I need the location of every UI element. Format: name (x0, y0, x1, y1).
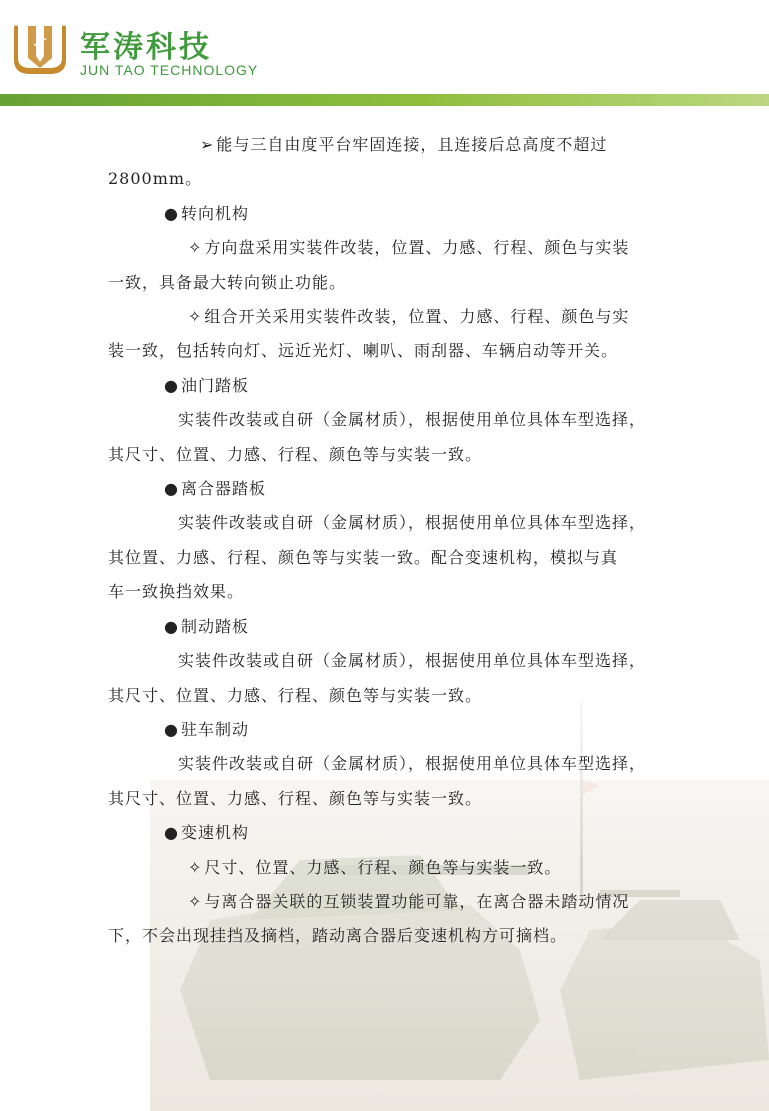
sparkle-bullet-icon: ✧ (188, 891, 203, 911)
document-body (108, 128, 663, 954)
line-text: 实装件改装或自研（金属材质），根据使用单位具体车型选择， (178, 651, 647, 671)
text-line (108, 472, 663, 506)
line-text: 驻车制动 (180, 719, 249, 739)
page-header (0, 0, 769, 100)
line-text: 组合开关采用实装件改装，位置、力感、行程、颜色与实 (204, 307, 630, 327)
sparkle-bullet-icon: ✧ (188, 307, 203, 327)
line-text: 转向机构 (180, 203, 249, 223)
brand-name-cn: 军涛科技 (80, 30, 212, 65)
text-line (108, 851, 663, 885)
bullet-icon: ● (164, 375, 179, 395)
bullet-icon: ● (164, 479, 179, 499)
text-line (108, 369, 663, 403)
line-text: 能与三自由度平台牢固连接，且连接后总高度不超过 (216, 135, 608, 154)
sparkle-bullet-icon: ✧ (188, 857, 203, 877)
text-line (108, 713, 663, 747)
line-text: 实装件改装或自研（金属材质），根据使用单位具体车型选择， (178, 410, 647, 430)
line-text: 装一致，包括转向灯、远近光灯、喇叭、雨刮器、车辆启动等开关。 (108, 341, 619, 361)
bullet-icon: ● (164, 616, 179, 636)
arrow-bullet-icon: ➢ (200, 135, 215, 154)
text-line (108, 679, 663, 713)
bullet-icon: ● (164, 823, 179, 843)
text-line (108, 231, 663, 265)
text-line (108, 747, 663, 781)
line-text: 实装件改装或自研（金属材质），根据使用单位具体车型选择， (178, 754, 647, 774)
line-text: 其位置、力感、行程、颜色等与实装一致。配合变速机构，模拟与真 (108, 547, 619, 567)
line-text: 制动踏板 (180, 616, 249, 636)
text-line (108, 782, 663, 816)
bullet-icon: ● (164, 719, 179, 739)
text-line (108, 919, 663, 953)
text-line (108, 128, 663, 162)
line-text: 方向盘采用实装件改装，位置、力感、行程、颜色与实装 (204, 238, 630, 258)
line-text: 下，不会出现挂挡及摘档，踏动离合器后变速机构方可摘档。 (108, 926, 568, 946)
text-line (108, 334, 663, 368)
logo-letters: JT (33, 37, 47, 49)
line-text: 车一致换挡效果。 (108, 582, 245, 602)
line-text: 变速机构 (180, 823, 249, 843)
line-text: 尺寸、位置、力感、行程、颜色等与实装一致。 (204, 857, 562, 877)
text-line (108, 162, 663, 196)
text-line (108, 816, 663, 850)
text-line (108, 403, 663, 437)
bullet-icon: ● (164, 203, 179, 223)
text-line (108, 197, 663, 231)
text-line (108, 266, 663, 300)
sparkle-bullet-icon: ✧ (188, 238, 203, 258)
line-text: 离合器踏板 (180, 479, 266, 499)
line-text: 其尺寸、位置、力感、行程、颜色等与实装一致。 (108, 444, 483, 464)
text-line (108, 885, 663, 919)
line-text: 油门踏板 (180, 375, 249, 395)
text-line (108, 575, 663, 609)
text-line (108, 300, 663, 334)
company-logo (10, 22, 70, 76)
line-text: 2800mm。 (108, 169, 203, 189)
header-divider-bar (0, 94, 769, 106)
line-text: 一致，具备最大转向锁止功能。 (108, 272, 347, 292)
line-text: 其尺寸、位置、力感、行程、颜色等与实装一致。 (108, 685, 483, 705)
text-line (108, 438, 663, 472)
text-line (108, 610, 663, 644)
text-line (108, 541, 663, 575)
line-text: 与离合器关联的互锁装置功能可靠，在离合器未踏动情况 (204, 891, 630, 911)
text-line (108, 644, 663, 678)
brand-name-en: JUN TAO TECHNOLOGY (80, 62, 259, 78)
line-text: 实装件改装或自研（金属材质），根据使用单位具体车型选择， (178, 513, 647, 533)
line-text: 其尺寸、位置、力感、行程、颜色等与实装一致。 (108, 788, 483, 808)
text-line (108, 506, 663, 540)
